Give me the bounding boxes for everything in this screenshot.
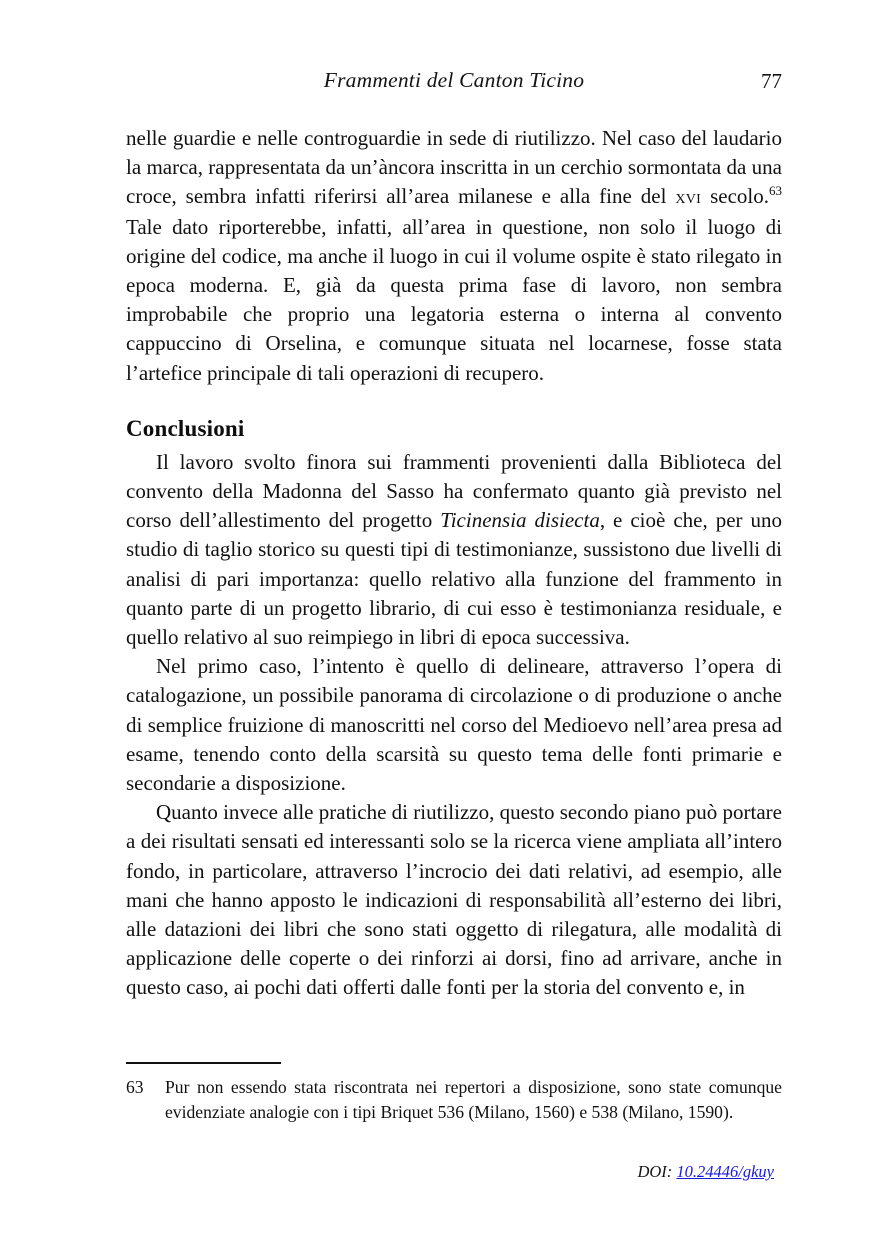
- running-head-title: Frammenti del Canton Ticino: [323, 68, 585, 92]
- footnote-text: Pur non essendo stata riscontrata nei repertori a disposizione, sono state comunque evidenziate analogie con i tipi Briquet 536 (Milano, 1560) e 538 (Milano, 1590).: [165, 1077, 782, 1122]
- footnote-reference-63[interactable]: 63: [768, 183, 782, 199]
- paragraph-text-segment: secolo.: [701, 184, 769, 209]
- paragraph-text-segment: Tale dato riporterebbe, infatti, all’area in questione, non solo il luogo di origine del codice, ma anche il luogo in cui il volume ospite è stato rilegato in epoca moderna. E, già da questa prima fase di lavoro, non sembra improbabile che proprio una legatoria esterna o interna al convento cappuccino di Orselina, e comunque situata nel locarnese, fosse stata l’artefice principale di tali operazioni di recupero.: [126, 214, 782, 385]
- doi-label: DOI:: [637, 1162, 673, 1181]
- page-number: 77: [761, 69, 782, 93]
- paragraph-text-segment: Il lavoro svolto finora sui frammenti provenienti dalla Biblioteca del convento della Madonna del Sasso ha confermato quanto già previsto nel corso dell’allestimento del progetto: [126, 449, 782, 533]
- footnote-entry: [126, 1075, 782, 1124]
- paragraph-conclusioni-3: Quanto invece alle pratiche di riutilizzo, questo secondo piano può portare a dei risultati sensati ed interessanti solo se la ricerca viene ampliata all’intero fondo, in particolare, attraverso l’incrocio dei dati relativi, ad esempio, alle mani che hanno apposto le indicazioni di responsabilità all’esterno dei libri, alle datazioni dei libri che sono stati oggetto di rilegatura, alle modalità di applicazione delle coperte o dei rinforzi ai dorsi, fino ad arrivare, anche in questo caso, ai pochi dati offerti dalle fonti per la storia del convento e, in: [126, 800, 782, 1000]
- paragraph-text-segment: nelle guardie e nelle controguardie in sede di riutilizzo. Nel caso del laudario la marca, rappresentata da un’àncora inscritta in un cerchio sormontata da una croce, sembra infatti riferirsi all’area milanese e alla fine del: [126, 126, 782, 209]
- doi-line: [637, 1162, 774, 1182]
- running-head: [126, 68, 782, 102]
- footnote-area: [126, 1062, 782, 1124]
- paragraph-text-segment: , e cioè che, per uno studio di taglio storico su questi tipi di testimonianze, sussistono due livelli di analisi di pari importanza: quello relativo alla funzione del frammento in quanto parte di un progetto librario, di cui esso è testimonianza residuale, e quello relativo al suo reimpiego in libri di epoca successiva.: [126, 508, 782, 650]
- italic-project-title: Ticinensia disiecta: [440, 508, 600, 533]
- small-caps-century: xvi: [675, 187, 702, 209]
- paragraph-continuation: [126, 124, 782, 388]
- main-text-block: [126, 124, 782, 1003]
- footnote-separator-rule: [126, 1062, 281, 1064]
- paragraph-conclusioni-2: Nel primo caso, l’intento è quello di delineare, attraverso l’opera di catalogazione, un possibile panorama di circolazione o di produzione o anche di semplice fruizione di manoscritti nel corso del Medioevo nell’area presa ad esame, tenendo conto della scarsità su questo tema delle fonti primarie e secondarie a disposizione.: [126, 654, 782, 796]
- doi-link[interactable]: 10.24446/gkuy: [676, 1162, 774, 1181]
- footnote-number: 63: [126, 1077, 144, 1097]
- section-heading-conclusioni: Conclusioni: [126, 415, 245, 441]
- paragraph-conclusioni-1: [126, 448, 782, 652]
